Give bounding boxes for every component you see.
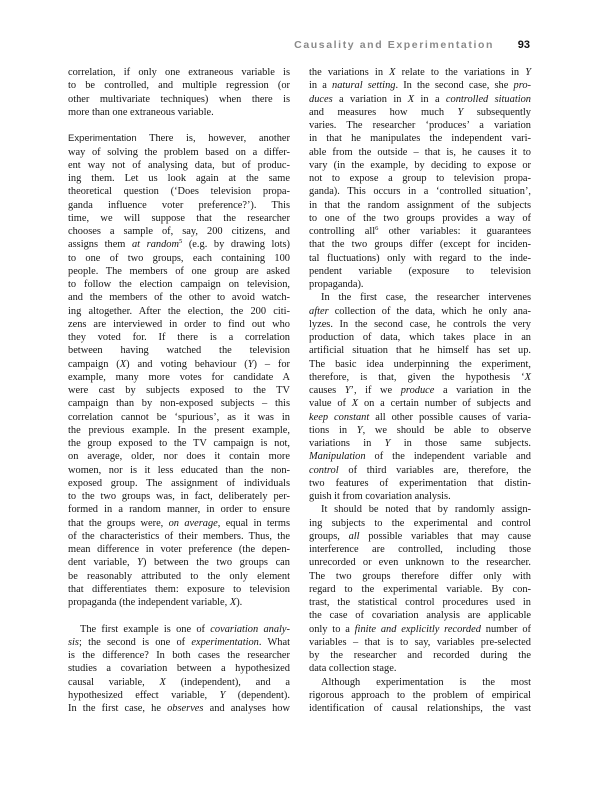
text-run: formed in a random manner, in order to ensure: [68, 504, 290, 516]
text-run: (dependent).: [225, 689, 290, 701]
italic-text: controlled situation: [445, 93, 531, 105]
text-run: The two groups therefore differ only with: [309, 570, 531, 582]
text-run: to be controlled, and multiple regression (or: [68, 80, 290, 92]
text-run: (e.g. by drawing lots): [182, 239, 290, 251]
text-run: propaganda (the independent variable,: [68, 597, 230, 608]
text-run: of the characteristics of their members. Thus, the: [68, 530, 290, 542]
text-line: [68, 132, 290, 145]
text-run: that the groups were,: [68, 517, 169, 529]
right-column: [309, 66, 531, 715]
text-run: ganda). This occurs in a ‘controlled situation’,: [309, 186, 531, 198]
text-run: other variables: it guarantees: [378, 226, 531, 237]
text-run: , equal in terms: [217, 517, 290, 529]
text-run: value of: [309, 398, 352, 410]
text-line: [309, 623, 531, 636]
text-line: [309, 649, 531, 662]
text-line: [68, 278, 290, 291]
text-run: hypothesized effect variable,: [68, 689, 220, 701]
text-line: [309, 159, 531, 172]
text-run: and the members of the other to avoid watch-: [68, 292, 290, 304]
text-run: tions in: [309, 424, 357, 436]
italic-text: Y: [384, 438, 391, 449]
text-run: and measures how much: [309, 106, 458, 118]
text-run: (independent), and a: [165, 676, 290, 688]
text-run: The basic idea underpinning the experiment,: [309, 358, 531, 370]
text-line: [68, 185, 290, 198]
text-run: regard to the experimental variable. By con-: [309, 583, 531, 595]
text-run: a variation in the: [434, 385, 531, 396]
text-line: [68, 318, 290, 331]
text-run: ; the second is one of: [78, 636, 192, 648]
text-line: [309, 411, 531, 424]
italic-text: X: [524, 371, 531, 383]
running-header: [294, 39, 530, 55]
text-line: [309, 278, 531, 291]
text-run: ganda influence voter preference?’). This: [68, 199, 290, 211]
text-line: [68, 291, 290, 304]
text-run: example, many more votes for candidate A: [68, 371, 290, 383]
text-run: able from the outside – that is, he causes it to: [309, 146, 531, 158]
italic-text: observes: [167, 703, 204, 714]
text-line: [68, 199, 290, 212]
text-line: [68, 424, 290, 437]
text-run: correlation cannot be ‘spurious’, as it was in: [68, 411, 290, 423]
text-run: identification of causal relationships, the vast: [309, 703, 531, 714]
text-line: [309, 583, 531, 596]
italic-text: all: [348, 530, 360, 542]
text-run: by the researcher and recorded during the: [309, 650, 531, 661]
text-line: [68, 159, 290, 172]
text-line: [309, 106, 531, 119]
text-run: unrecorded or even unknown to the researcher.: [309, 557, 531, 569]
text-run: There is, however, another: [136, 133, 290, 145]
italic-text: at random: [131, 239, 179, 251]
text-run: pendent variable (exposure to television: [309, 265, 531, 277]
text-line: [309, 344, 531, 357]
text-run: and analyses how: [203, 703, 290, 714]
italic-text: X: [351, 398, 359, 410]
text-run: artificial situation that he himself has set up.: [309, 345, 531, 357]
text-line: [68, 636, 290, 649]
text-run: ).: [236, 597, 243, 608]
text-run: ing them. Let us look again at the same: [68, 173, 290, 184]
text-line: [309, 543, 531, 556]
text-line: [309, 397, 531, 410]
page-number: 93: [517, 39, 530, 51]
text-run: controlling all: [309, 226, 376, 237]
italic-text: Y: [344, 385, 351, 396]
text-run: to one of two groups, each containing 100: [68, 252, 290, 264]
section-label: Experimentation: [68, 133, 137, 145]
text-line: [68, 344, 290, 357]
text-run: vary (in the example, by deciding to expose or: [309, 159, 531, 171]
text-line: [309, 676, 531, 689]
text-line: [309, 609, 531, 622]
text-run: chooses a sample of, say, 200 citizens, and: [68, 226, 290, 237]
text-line: [309, 689, 531, 702]
text-run: relate to the variations in: [395, 67, 526, 78]
text-run: ing altogether. After the election, the 200 citi-: [68, 305, 290, 317]
italic-text: X: [407, 93, 415, 105]
italic-text: after: [309, 305, 329, 317]
text-line: [68, 225, 290, 238]
text-run: groups,: [309, 530, 349, 542]
text-line: [309, 556, 531, 569]
text-line: [68, 93, 290, 106]
text-line: [68, 464, 290, 477]
italic-text: sis: [68, 636, 79, 648]
italic-text: X: [389, 67, 396, 78]
text-line: [309, 596, 531, 609]
text-run: to one of the two groups provides a way of: [309, 212, 531, 224]
text-run: collection of the data, which he only ana-: [328, 305, 531, 317]
text-run: lyzes. In the second case, he controls the very: [309, 318, 531, 330]
text-line: [68, 689, 290, 702]
text-run: trast, the statistical control procedures used in: [309, 597, 531, 608]
text-line: [68, 530, 290, 543]
text-run: variables – that is to say, variables pre-selected: [309, 636, 531, 648]
italic-text: covariation analy-: [210, 623, 290, 635]
italic-text: on average: [168, 517, 218, 529]
text-line: [309, 424, 531, 437]
text-line: [68, 411, 290, 424]
italic-text: X: [229, 597, 237, 608]
text-run: data collection stage.: [309, 663, 397, 675]
text-run: two features of experimentation that distin-: [309, 477, 531, 489]
italic-text: Y: [525, 67, 531, 78]
text-run: causal variable,: [68, 676, 160, 688]
text-run: other multivariate techniques) when there is: [68, 93, 290, 105]
text-run: exposed group. The assignment of individuals: [68, 477, 290, 489]
text-run: ) and voting behaviour (: [126, 358, 248, 370]
text-line: [68, 146, 290, 159]
italic-text: keep constant: [309, 411, 370, 423]
text-line: [68, 252, 290, 265]
text-line: [68, 517, 290, 530]
text-run: be reasonably attributed to the only element: [68, 570, 290, 582]
text-run: of third variables are, therefore, the: [338, 464, 531, 476]
text-run: women, nor is it less educated than the non-: [68, 464, 290, 476]
italic-text: finite and explicitly recorded: [354, 623, 481, 635]
text-line: [68, 384, 290, 397]
text-line: [68, 66, 290, 79]
italic-text: Y: [137, 557, 143, 569]
text-run: propaganda).: [309, 279, 364, 290]
text-run: between having watched the television: [68, 345, 290, 357]
text-line: [68, 212, 290, 225]
text-line: [309, 93, 531, 106]
text-line: [68, 596, 290, 609]
italic-text: produce: [400, 385, 435, 396]
italic-text: Y: [457, 106, 464, 118]
text-line: [309, 318, 531, 331]
text-line: [309, 66, 531, 79]
text-run: in a: [309, 80, 332, 92]
italic-text: Y: [247, 358, 254, 370]
left-column: [68, 66, 290, 715]
text-line: [309, 225, 531, 238]
text-line: [309, 702, 531, 715]
text-line: [68, 79, 290, 92]
text-line: [309, 662, 531, 675]
text-line: [68, 676, 290, 689]
text-line: [309, 132, 531, 145]
italic-text: experimentation: [191, 636, 259, 648]
text-run: all other possible causes of varia-: [369, 411, 531, 423]
text-run: ’, if we: [350, 385, 401, 396]
text-run: on average, older, nor does it contain more: [68, 451, 290, 463]
text-line: [68, 106, 290, 119]
text-run: , we should be able to observe: [362, 424, 531, 436]
text-run: time, we will suppose that the researcher: [68, 212, 290, 224]
text-line: [68, 490, 290, 503]
text-line: [309, 503, 531, 516]
text-line: [68, 238, 290, 251]
text-line: [68, 331, 290, 344]
text-run: in a: [414, 93, 446, 105]
text-run: theoretical question (‘Does television propa-: [68, 186, 290, 198]
text-run: The first example is one of: [80, 623, 211, 635]
text-run: guish it from covariation analysis.: [309, 491, 451, 502]
text-line: [68, 570, 290, 583]
text-line: [68, 649, 290, 662]
text-line: [309, 477, 531, 490]
footnote-ref: 5: [179, 238, 183, 246]
text-line: [309, 517, 531, 530]
text-line: [68, 305, 290, 318]
italic-text: X: [119, 358, 127, 370]
text-line: [68, 450, 290, 463]
text-line: [309, 199, 531, 212]
paragraph-gap: [68, 609, 290, 622]
italic-text: control: [309, 464, 339, 476]
text-line: [68, 477, 290, 490]
text-run: It should be noted that by randomly assign-: [321, 504, 531, 516]
text-run: the case of covariation analysis are applicable: [309, 610, 531, 622]
text-run: assigns them: [68, 239, 132, 251]
text-run: rigorous approach to the problem of empirical: [309, 689, 531, 701]
text-line: [68, 172, 290, 185]
italic-text: Manipulation: [309, 451, 366, 463]
paragraph-gap: [68, 119, 290, 132]
italic-text: X: [159, 676, 166, 688]
text-run: tal fluctuations) only with regard to the inde-: [309, 252, 531, 264]
text-line: [309, 530, 531, 543]
text-line: [309, 371, 531, 384]
text-run: studies a covariation between a hypothesized: [68, 663, 290, 675]
text-run: zens are interviewed in order to find out who: [68, 318, 290, 330]
text-line: [309, 238, 531, 251]
text-line: [309, 305, 531, 318]
text-line: [68, 358, 290, 371]
text-line: [309, 450, 531, 463]
text-line: [68, 437, 290, 450]
text-line: [309, 185, 531, 198]
text-run: dent variable,: [68, 557, 138, 569]
text-run: a variation in: [332, 93, 408, 105]
text-run: in that the random assignment of the subjects: [309, 199, 531, 211]
text-run: ) between the two groups can: [142, 557, 290, 569]
text-line: [309, 636, 531, 649]
text-run: that differentiates them: exposure to television: [68, 583, 290, 595]
text-line: [309, 570, 531, 583]
italic-text: duces: [309, 93, 333, 105]
text-run: number of: [480, 623, 531, 635]
italic-text: natural setting: [332, 80, 396, 92]
text-line: [309, 291, 531, 304]
text-line: [68, 371, 290, 384]
italic-text: Y: [219, 689, 226, 701]
text-run: ing subjects to the experimental and control: [309, 517, 531, 529]
text-run: mean difference in voter preference (the depen-: [68, 544, 290, 555]
italic-text: Y: [356, 424, 363, 436]
text-line: [68, 265, 290, 278]
text-run: on a certain number of subjects and: [358, 398, 531, 410]
text-run: way of solving the problem based on a differ-: [68, 146, 290, 158]
text-run: in those same subjects.: [390, 438, 531, 449]
text-line: [309, 384, 531, 397]
text-run: campaign than by non-exposed subjects – this: [68, 398, 290, 410]
text-run: production of data, which takes place in an: [309, 332, 531, 343]
text-line: [68, 662, 290, 675]
text-run: of the independent variable and: [365, 451, 531, 463]
text-run: the previous example. In the present example,: [68, 424, 290, 436]
text-run: more than one extraneous variable.: [68, 106, 214, 118]
text-run: the group exposed to the TV campaign is not,: [68, 438, 290, 449]
text-run: the variations in: [309, 67, 390, 78]
text-run: therefore, is that, given the hypothesis ‘: [309, 371, 525, 383]
text-line: [309, 464, 531, 477]
text-line: [309, 172, 531, 185]
text-run: to follow the election campaign on television,: [68, 279, 290, 290]
text-line: [68, 702, 290, 715]
text-line: [309, 119, 531, 132]
text-line: [309, 437, 531, 450]
text-run: . In the second case, she: [395, 80, 514, 92]
text-run: subsequently: [463, 106, 531, 118]
italic-text: pro-: [513, 80, 532, 92]
footnote-ref: 6: [375, 225, 379, 232]
text-line: [68, 397, 290, 410]
text-run: to the two groups was, in fact, deliberately per-: [68, 491, 290, 502]
text-line: [68, 503, 290, 516]
text-run: people. The members of one group are asked: [68, 265, 290, 277]
text-run: In the first case, he: [68, 703, 168, 714]
text-run: that the two groups differ (except for inciden-: [309, 239, 531, 251]
text-line: [309, 146, 531, 159]
text-run: campaign (: [68, 358, 120, 370]
text-line: [309, 331, 531, 344]
text-run: interference are controlled, including those: [309, 544, 531, 555]
text-line: [309, 252, 531, 265]
text-line: [68, 556, 290, 569]
text-run: variations in: [309, 438, 385, 449]
text-run: In the first case, the researcher intervenes: [321, 292, 531, 304]
text-line: [309, 490, 531, 503]
text-run: in that he manipulates the independent vari-: [309, 133, 531, 145]
text-line: [309, 79, 531, 92]
text-run: ) – for: [253, 358, 291, 370]
text-run: is the difference? In both cases the researcher: [68, 650, 290, 661]
text-run: causes: [309, 385, 345, 396]
text-run: Although experimentation is the most: [321, 676, 531, 688]
text-run: only to a: [309, 623, 355, 635]
text-run: . What: [258, 636, 291, 648]
text-run: ent way not of analysing data, but of produc-: [68, 159, 290, 171]
text-line: [309, 212, 531, 225]
running-title: Causality and Experimentation: [294, 39, 494, 51]
text-line: [68, 583, 290, 596]
text-line: [68, 543, 290, 556]
text-line: [68, 623, 290, 636]
text-run: not to expose a group to television propa-: [309, 173, 531, 184]
text-line: [309, 358, 531, 371]
text-run: were cast by subjects exposed to the TV: [68, 385, 290, 396]
text-run: varies. The researcher ‘produces’ a variation: [309, 120, 531, 131]
text-run: correlation, if only one extraneous variable is: [68, 67, 290, 78]
text-line: [309, 265, 531, 278]
text-run: they voted for. If there is a correlation: [68, 332, 290, 343]
text-run: possible variables that may cause: [359, 530, 531, 542]
